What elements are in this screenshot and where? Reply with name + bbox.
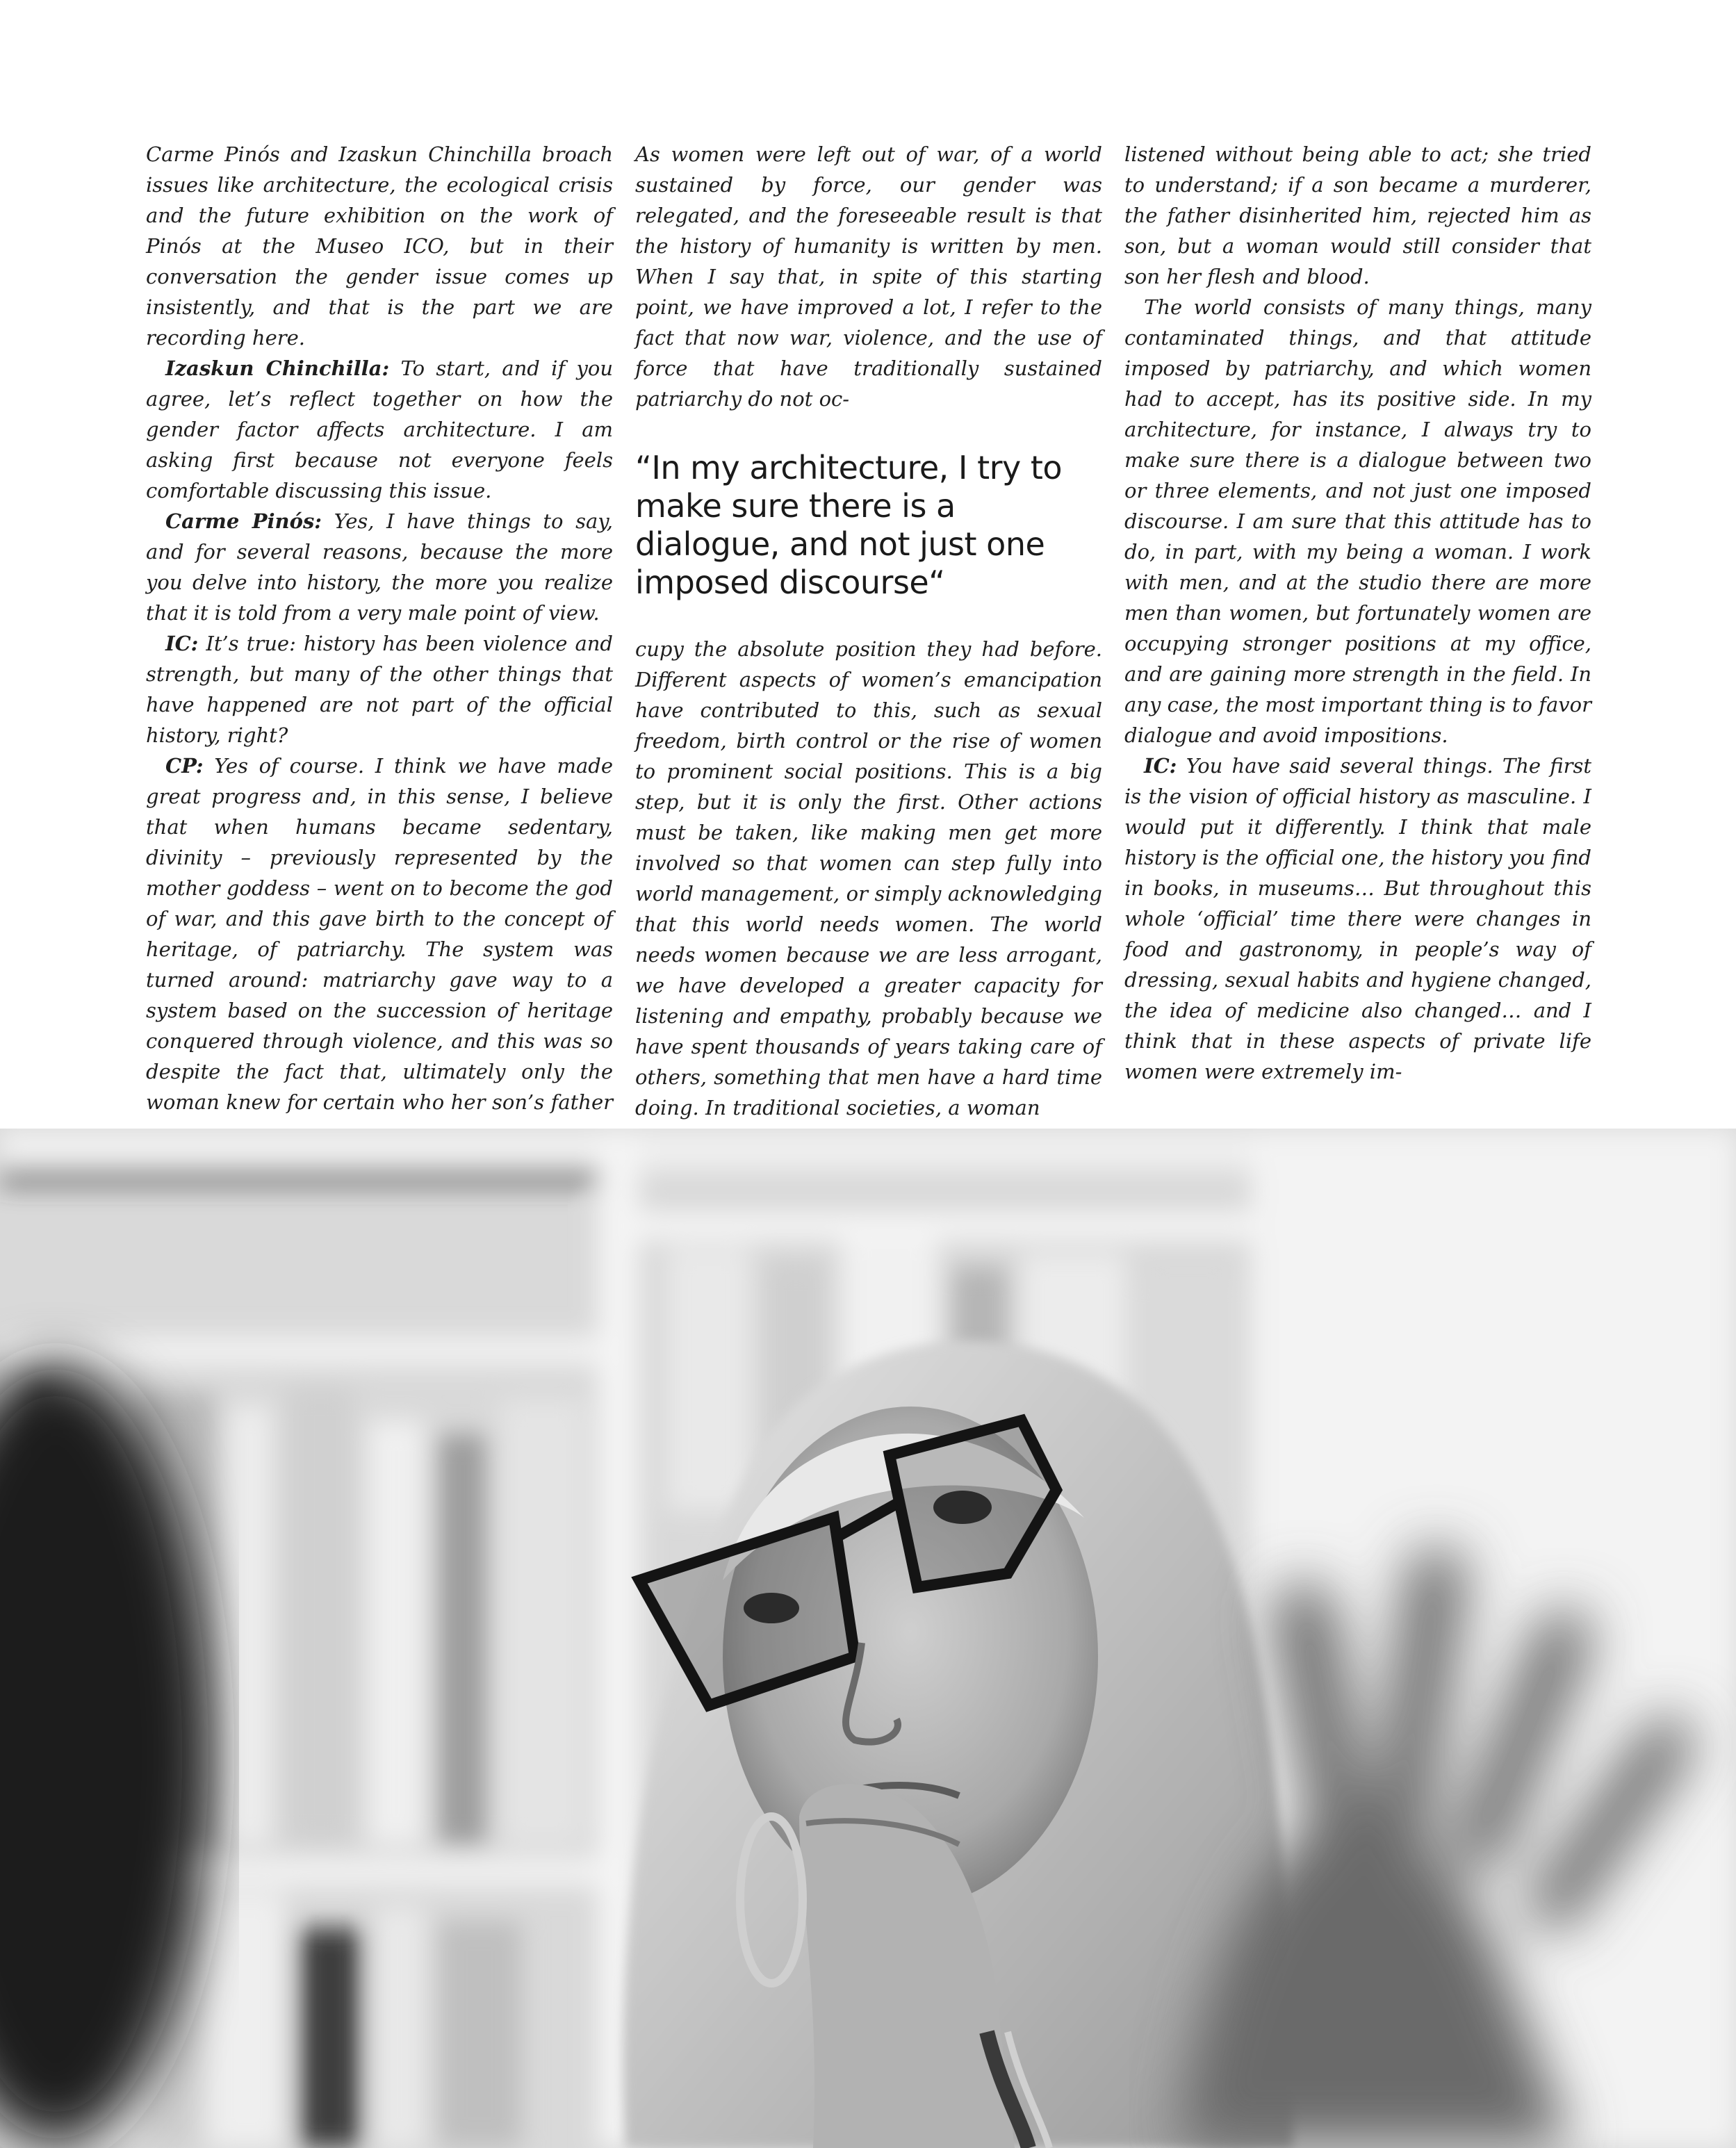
body-paragraph: listened without being able to act; she tried to understand; if a son became a murderer, the father disinherited him, rejected him as son, but a woman would still consider that son her flesh and blood. bbox=[1124, 142, 1591, 288]
dialogue-text: You have said several things. The first is the vision of official history as masculine. I would put it differently. I think that male history is the official one, the history you find in books, in museums… But throughout this whole ‘official’ time there were changes in food and gastronomy, in people’s way of dressing, sexual habits and hygiene changed, the idea of medicine also changed… and I think that in these aspects of private life women were extremely im- bbox=[1124, 754, 1591, 1083]
speaker-name: IC: bbox=[1144, 754, 1177, 778]
speaker-name: Carme Pinós: bbox=[165, 509, 322, 533]
speaker-name: IC: bbox=[165, 632, 199, 655]
body-paragraph: The world consists of many things, many contaminated things, and that attitude imposed by patriarchy, and which women had to accept, has its positive side. In my architecture, for instance, I always try to make sure there is a dialogue between two or three elements, and not just one imposed discourse. I am sure that this attitude has to do, in part, with my being a woman. I work with men, and at the studio there are more men than women, but fortunately women are occupying stronger positions at my office, and are gaining more strength in the field. In any case, the most important thing is to favor dialogue and avoid impositions. bbox=[1124, 295, 1591, 747]
intro-paragraph: Carme Pinós and Izaskun Chinchilla broach issues like architecture, the ecological crisis and the future exhibition on the work of Pinós at the Museo ICO, but in their conversation the gender issue comes up insistently, and that is the part we are recording here. bbox=[146, 142, 613, 350]
dialogue-paragraph bbox=[146, 353, 613, 506]
speaker-name: Izaskun Chinchilla: bbox=[165, 356, 390, 380]
dialogue-text: It’s true: history has been violence and strength, but many of the other things that have happened are not part of the official history, right? bbox=[146, 632, 613, 747]
dialogue-paragraph bbox=[146, 751, 613, 1148]
body-paragraph: cupy the absolute position they had before. Different aspects of women’s emancipation have contributed to this, such as sexual freedom, birth control or the rise of women to prominent social positions. This is a big step, but it is only the first. Other actions must be taken, like making men get more involved so that women can step fully into world management, or simply acknowledging that this world needs women. The world needs women because we are less arrogant, we have developed a greater capacity for listening and empathy, probably because we have spent thousands of years taking care of others, something that men have a hard time doing. In traditional societies, a woman bbox=[635, 637, 1102, 1120]
dialogue-paragraph bbox=[1124, 751, 1591, 1087]
article-column-2 bbox=[635, 139, 1102, 1123]
dialogue-text: To start, and if you agree, let’s reflect together on how the gender factor affects architecture. I am asking first because not everyone feels comfortable discussing this issue. bbox=[146, 356, 613, 502]
pull-quote: “In my architecture, I try to make sure there is a dialogue, and not just one imposed discourse“ bbox=[635, 449, 1063, 601]
dialogue-paragraph bbox=[146, 506, 613, 628]
article-column-1 bbox=[146, 139, 613, 1148]
article-column-3 bbox=[1124, 139, 1591, 1087]
portrait-photo bbox=[0, 1129, 1736, 2148]
speaker-name: CP: bbox=[165, 754, 204, 778]
body-paragraph: As women were left out of war, of a world sustained by force, our gender was relegated, and the foreseeable result is that the history of humanity is written by men. When I say that, in spite of this starting point, we have improved a lot, I refer to the fact that now war, violence, and the use of force that have traditionally sustained patriarchy do not oc- bbox=[635, 142, 1102, 411]
dialogue-paragraph bbox=[146, 628, 613, 751]
portrait-photo-illustration bbox=[0, 1129, 1736, 2148]
dialogue-text: Yes of course. I think we have made great progress and, in this sense, I believe that when humans became sedentary, divinity – previously represented by the mother goddess – went on to become the god of war, and this gave birth to the concept of heritage, of patriarchy. The system was turned around: matriarchy gave way to a system based on the succession of heritage conquered through violence, and this was so despite the fact that, ultimately only the woman knew for certain who her son’s father bbox=[146, 754, 613, 1114]
dialogue-text: Yes, I have things to say, and for several reasons, because the more you delve into history, the more you realize that it is told from a very male point of view. bbox=[146, 509, 613, 625]
